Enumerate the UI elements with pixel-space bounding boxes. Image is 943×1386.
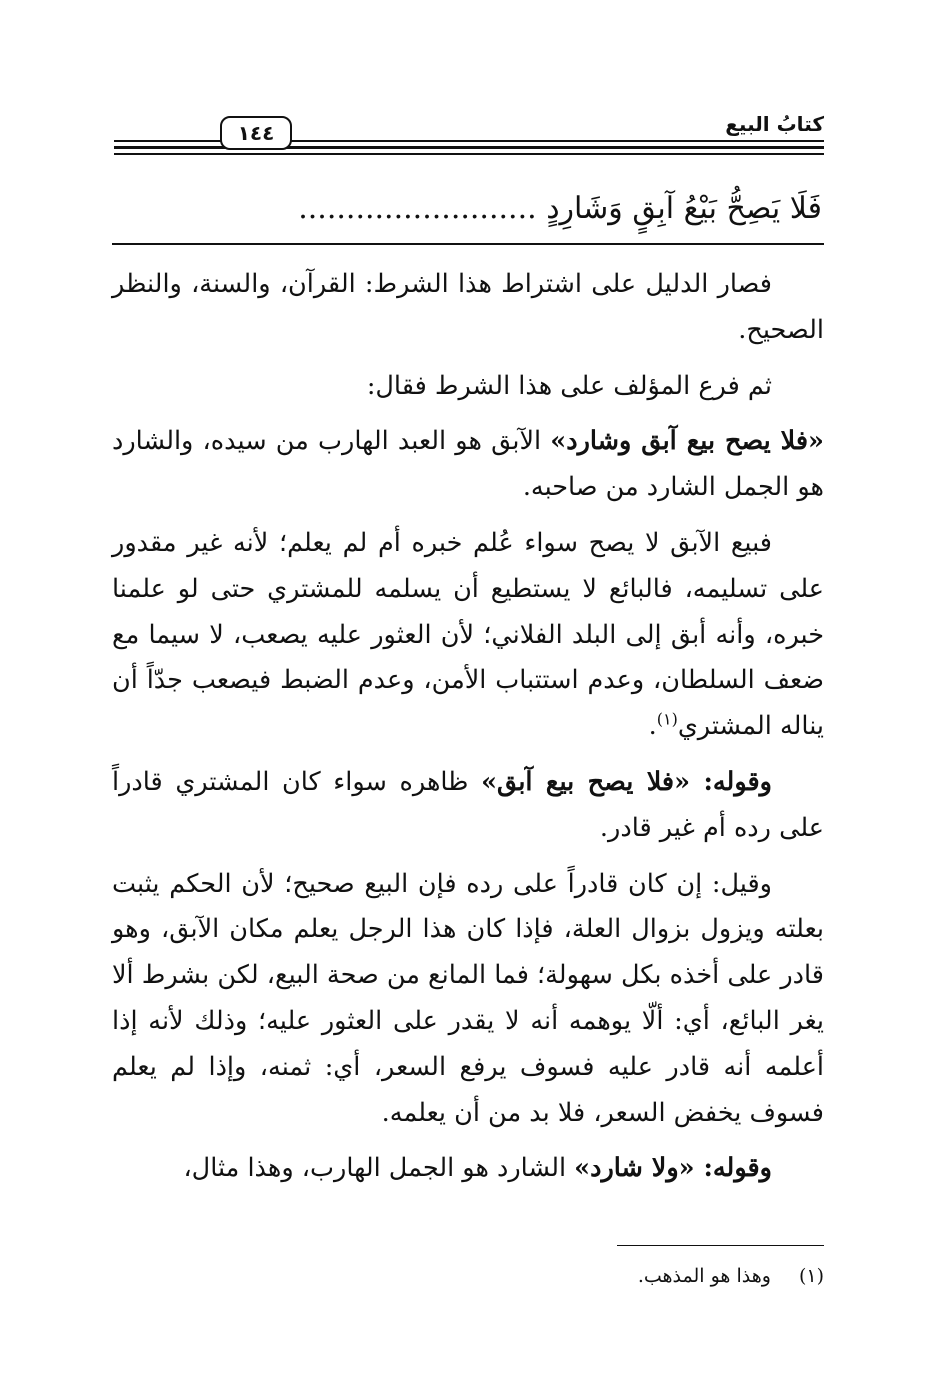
header-rule bbox=[114, 153, 824, 155]
footnote-ref: (١) bbox=[656, 709, 678, 729]
header-rule bbox=[114, 146, 824, 149]
matn-quote: وقوله: «فلا يصح بيع آبق» bbox=[481, 766, 772, 797]
paragraph: فصار الدليل على اشتراط هذا الشرط: القرآن، والسنة، والنظر الصحيح. bbox=[112, 269, 824, 345]
matn-quote: «فلا يصح بيع آبق وشارد» bbox=[550, 426, 824, 457]
matn-dots: ......................... bbox=[298, 191, 537, 226]
matn-text: فَلَا يَصِحُّ بَيْعُ آبِقٍ وَشَارِدٍ bbox=[546, 191, 822, 226]
paragraph: ثم فرع المؤلف على هذا الشرط فقال: bbox=[366, 370, 772, 401]
book-title: كتابُ البيع bbox=[725, 112, 824, 136]
running-header bbox=[114, 110, 824, 160]
page-number: ١٤٤ bbox=[220, 116, 292, 150]
footnote-divider bbox=[617, 1245, 824, 1246]
matn-line bbox=[110, 186, 822, 232]
paragraph: فبيع الآبق لا يصح سواء عُلم خبره أم لم يعلم؛ لأنه غير مقدور على تسليمه، فالبائع لا يستطيع أن يسلمه للمشتري حتى لو علمنا خبره، وأنه أبق إلى البلد الفلاني؛ لأن العثور عليه يصعب، لا سيما مع ضعف السلطان، وعدم استتباب الأمن، وعدم الضبط فيصعب جدّاً أن يناله المشتري$^{(١)}$. bbox=[112, 527, 824, 742]
paragraph: «فلا يصح بيع آبق وشارد» الآبق هو العبد الهارب من سيده، والشارد هو الجمل الشارد من صاحبه. bbox=[112, 426, 824, 503]
matn-quote: وقوله: «ولا شارد» bbox=[574, 1153, 772, 1184]
paragraph: وقيل: إن كان قادراً على رده فإن البيع صحيح؛ لأن الحكم يثبت بعلته ويزول بزوال العلة، فإذا كان هذا الرجل يعلم مكان الآبق، وهو قادر على أخذه بكل سهولة؛ فما المانع من صحة البيع، لكن بشرط ألا يغر البائع، أي: ألّا يوهمه أنه لا يقدر على العثور عليه؛ وذلك لأنه إذا أعلمه أنه قادر عليه فسوف يرفع السعر، أي: ثمنه، وإذا لم يعلم فسوف يخفض السعر، فلا بد من أن يعلمه. bbox=[112, 868, 824, 1128]
matn-divider bbox=[112, 243, 824, 245]
paragraph: وقوله: «فلا يصح بيع آبق» ظاهره سواء كان المشتري قادراً على رده أم غير قادر. bbox=[112, 766, 824, 843]
paragraph: وقوله: «ولا شارد» الشارد هو الجمل الهارب، وهذا مثال، bbox=[183, 1153, 772, 1184]
footnote-number: (١) bbox=[798, 1265, 824, 1287]
footnote bbox=[112, 1262, 824, 1290]
body-text bbox=[112, 262, 824, 1202]
footnote-text: وهذا هو المذهب. bbox=[637, 1265, 771, 1287]
